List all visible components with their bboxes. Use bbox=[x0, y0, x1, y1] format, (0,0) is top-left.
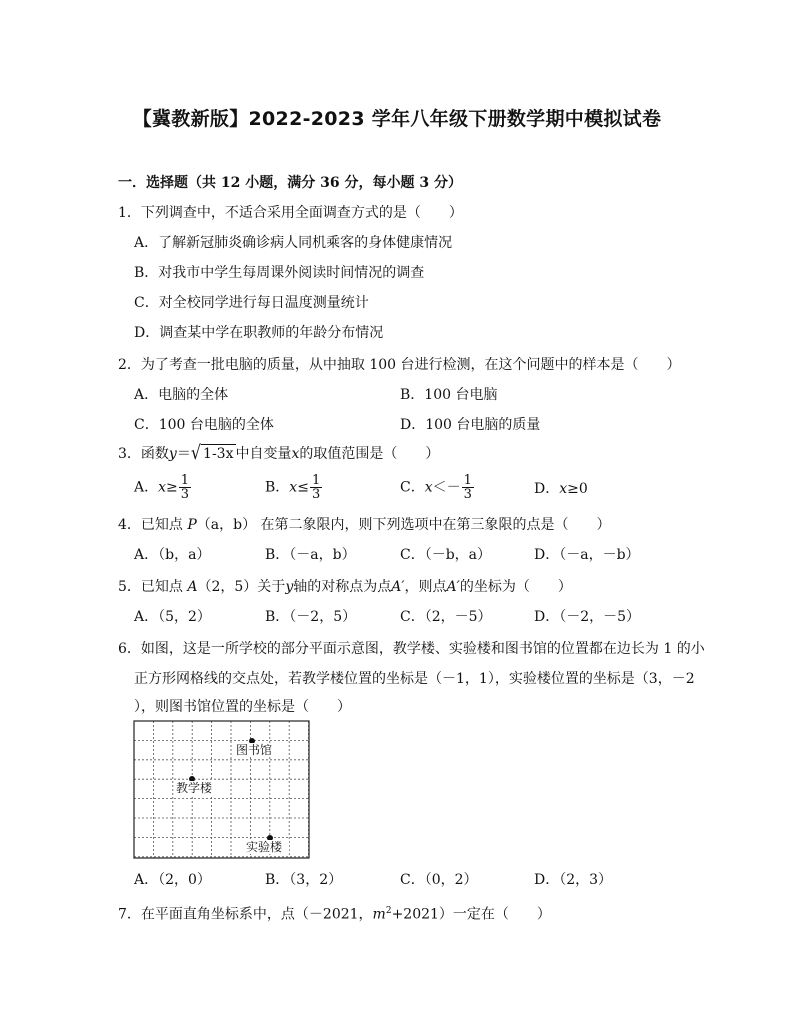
q1-stem: 1．下列调查中，不适合采用全面调查方式的是（ ） bbox=[118, 205, 463, 221]
teaching-building-label: 教学楼 bbox=[176, 781, 213, 795]
q3-stem: 3．函数y＝√ 1-3x 中自变量x的取值范围是（ ） bbox=[118, 441, 440, 464]
q5-option-d: D．（－2，－5） bbox=[534, 609, 641, 625]
q5-option-a: A．（5，2） bbox=[134, 609, 211, 625]
q6-line-3: ），则图书馆位置的坐标是（ ） bbox=[134, 699, 351, 715]
q1-option-b: B．对我市中学生每周课外阅读时间情况的调查 bbox=[134, 265, 425, 281]
lab-building-label: 实验楼 bbox=[246, 840, 283, 854]
section-heading: 一．选择题（共 12 小题，满分 36 分，每小题 3 分） bbox=[118, 175, 462, 191]
q3-option-a: A．x≥ $\frac{1}{3}$ bbox=[134, 473, 190, 502]
q2-stem: 2．为了考查一批电脑的质量，从中抽取 100 台进行检测，在这个问题中的样本是（ ） bbox=[118, 357, 681, 373]
q3-radicand: 1-3x bbox=[203, 446, 234, 462]
q4-option-d: D．（－a，－b） bbox=[534, 547, 640, 563]
q4-stem: 4．已知点 P（a，b） 在第二象限内，则下列选项中在第三象限的点是（ ） bbox=[118, 517, 611, 533]
q5-stem: 5．已知点 A（2，5）关于y轴的对称点为点A′，则点A′的坐标为（ ） bbox=[118, 579, 572, 595]
q2-option-a: A．电脑的全体 bbox=[134, 387, 229, 403]
paper-title: 【冀教新版】2022-2023 学年八年级下册数学期中模拟试卷 bbox=[132, 108, 662, 130]
q4-option-b: B．（－a，b） bbox=[265, 547, 356, 563]
q6-option-b: B．（3，2） bbox=[265, 872, 343, 888]
q6-line-1: 6．如图，这是一所学校的部分平面示意图，教学楼、实验楼和图书馆的位置都在边长为 1 的小 bbox=[118, 641, 705, 657]
q2-option-c: C．100 台电脑的全体 bbox=[134, 417, 274, 433]
q1-option-c: C．对全校同学进行每日温度测量统计 bbox=[134, 295, 369, 311]
grid-lines bbox=[134, 721, 309, 858]
q6-option-c: C．（0，2） bbox=[400, 872, 478, 888]
q7-stem: 7．在平面直角坐标系中，点（－2021，$m^2+2021$）一定在（ ） bbox=[118, 906, 551, 923]
q1-option-d: D．调查某中学在职教师的年龄分布情况 bbox=[134, 325, 384, 341]
q2-option-b: B．100 台电脑 bbox=[400, 387, 498, 403]
q3-option-b: B．x≤ $\frac{1}{3}$ bbox=[265, 473, 321, 502]
fraction-one-third: $\frac{1}{3}$ bbox=[180, 473, 190, 502]
q3-option-d: D．x≥0 bbox=[534, 481, 588, 497]
q6-line-2: 正方形网格线的交点处，若教学楼位置的坐标是（－1，1），实验楼位置的坐标是（3，－2 bbox=[134, 671, 695, 687]
q3-option-c: C．x＜－ $\frac{1}{3}$ bbox=[400, 473, 472, 502]
q6-option-d: D．（2，3） bbox=[534, 872, 613, 888]
q6-option-a: A．（2，0） bbox=[134, 872, 211, 888]
q5-option-c: C．（2，－5） bbox=[400, 609, 492, 625]
q2-option-d: D．100 台电脑的质量 bbox=[400, 417, 541, 433]
fraction-one-third: $\frac{1}{3}$ bbox=[311, 473, 321, 502]
fraction-one-third: $\frac{1}{3}$ bbox=[463, 473, 472, 502]
q4-option-c: C．（－b，a） bbox=[400, 547, 492, 563]
q1-option-a: A．了解新冠肺炎确诊病人同机乘客的身体健康情况 bbox=[134, 235, 453, 251]
q6-school-map-figure bbox=[133, 720, 311, 860]
q5-option-b: B．（－2，5） bbox=[265, 609, 357, 625]
q4-option-a: A．（b，a） bbox=[134, 547, 211, 563]
library-label: 图书馆 bbox=[236, 743, 273, 757]
